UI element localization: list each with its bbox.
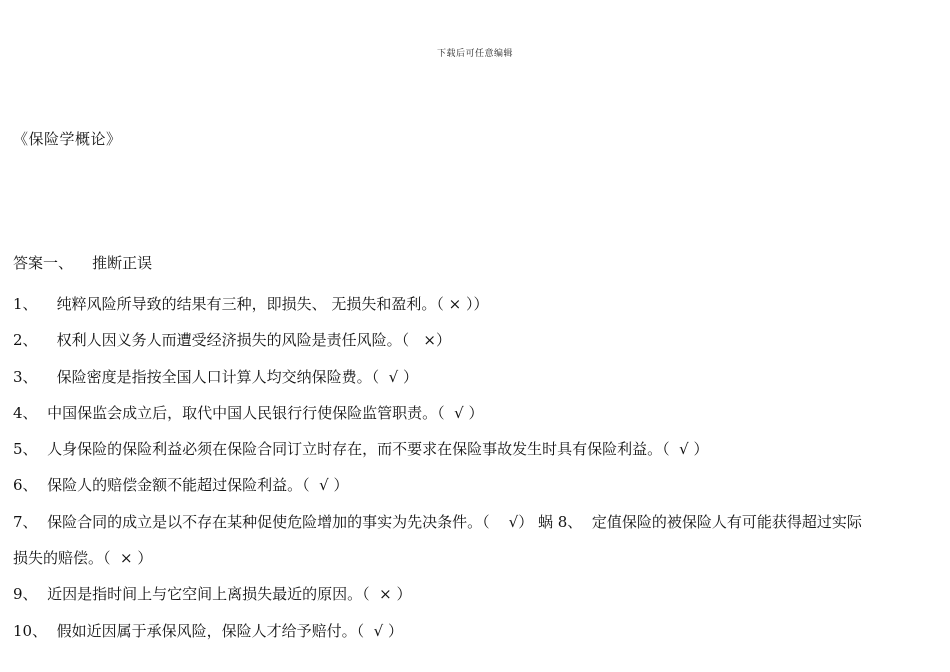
answer-line-2: 2、 权利人因义务人而遭受经济损失的风险是责任风险。（ ×）	[13, 331, 451, 350]
answer-line-6: 6、 保险人的赔偿金额不能超过保险利益。（ √ ）	[13, 476, 349, 495]
answer-line-10: 10、 假如近因属于承保风险，保险人才给予赔付。（ √ ）	[13, 621, 403, 640]
section-heading: 答案一、 推断正误	[13, 254, 153, 272]
answer-line-3: 3、 保险密度是指按全国人口计算人均交纳保险费。（ √ ）	[13, 367, 418, 386]
page-header-note: 下载后可任意编辑	[436, 49, 513, 59]
answer-line-8-continued: 损失的赔偿。（ × ）	[13, 549, 153, 568]
answer-line-5: 5、 人身保险的保险利益必须在保险合同订立时存在，而不要求在保险事故发生时具有保险利益。（ √ ）	[13, 440, 709, 459]
answer-line-9: 9、 近因是指时间上与它空间上离损失最近的原因。（ × ）	[13, 585, 412, 604]
answer-line-7-8: 7、 保险合同的成立是以不存在某种促使危险增加的事实为先决条件。（ √） 蜗 8、 定值保险的被保险人有可能获得超过实际	[13, 512, 862, 531]
true-false-answer-list	[13, 286, 943, 649]
answer-line-1: 1、 纯粹风险所导致的结果有三种，即损失、 无损失和盈利。（ × ））	[13, 295, 489, 313]
answer-line-4: 4、 中国保监会成立后，取代中国人民银行行使保险监管职责。（ √ ）	[13, 403, 484, 422]
document-title: 《保险学概论》	[13, 130, 122, 148]
